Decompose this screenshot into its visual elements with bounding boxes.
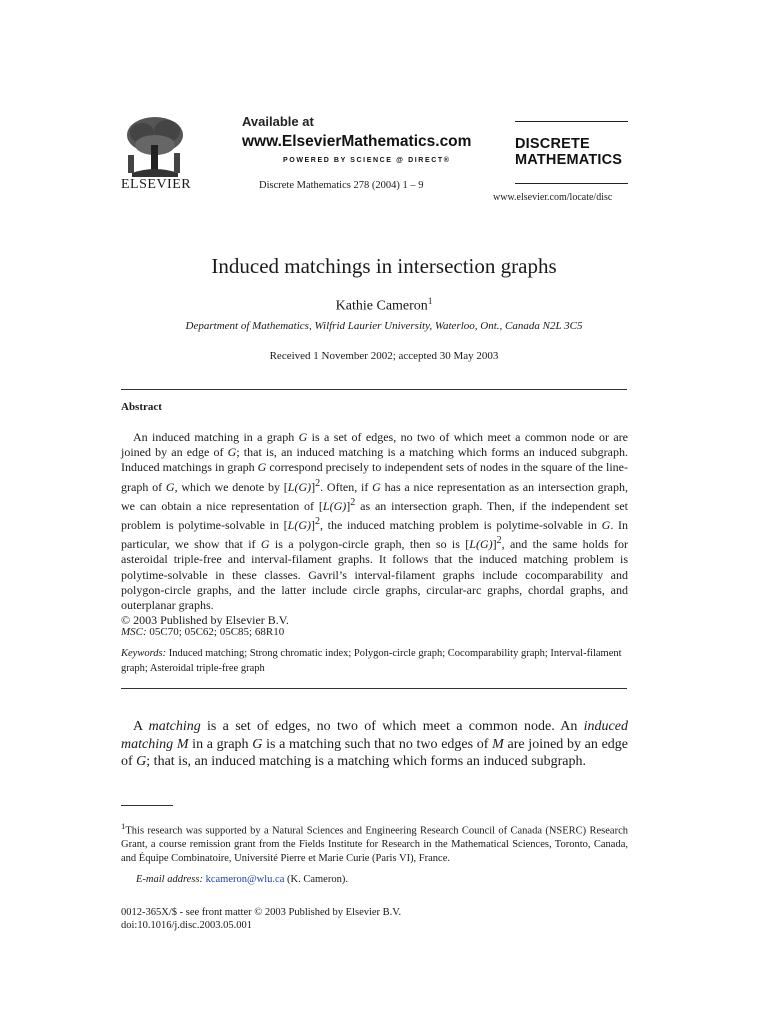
abstract-text: An induced matching in a graph G is a set of edges, no two of which meet a common node or are joined by an edge of G; that is, an induced matching is a matching which forms an induced subgraph. Induced matchings in graph G correspond precisely to independent sets of nodes in the square of the line-graph of G, which we denote by $[L(G)]^2$. Often, if G has a nice representation as an intersection graph, we can obtain a nice representation of $[L(G)]^2$ as an intersection graph. Then, if the independent set problem is polytime-solvable in $[L(G)]^2$, the induced matching problem is polytime-solvable in G. In particular, we show that if G is a polygon-circle graph, then so is $[L(G)]^2$, and the same holds for asteroidal triple-free and interval-filament graphs. It follows that the induced matching problem is polytime-solvable in these classes. Gavril’s interval-filament graphs include cocomparability and polygon-circle graphs, and the latter include circle graphs, circular-arc graphs, chordal graphs, and outerplanar graphs. © 2003 Published by Elsevier B.V. bbox=[121, 430, 629, 628]
affiliation: Department of Mathematics, Wilfrid Laurier University, Waterloo, Ont., Canada N2L 3C5 bbox=[185, 320, 583, 332]
journal-title-rule-bottom bbox=[515, 183, 628, 184]
author-name: Kathie Cameron bbox=[335, 298, 428, 314]
journal-title-line2: MATHEMATICS bbox=[515, 152, 623, 168]
available-at-label: Available at bbox=[242, 114, 314, 129]
footnote-rule bbox=[121, 805, 173, 806]
abstract-rule-top bbox=[121, 389, 627, 390]
powered-by-label: POWERED BY SCIENCE @ DIRECT® bbox=[283, 157, 451, 164]
msc-codes: MSC: 05C70; 05C62; 05C85; 68R10 bbox=[121, 626, 285, 638]
footnote-mark: 1 bbox=[121, 821, 126, 831]
abstract-heading: Abstract bbox=[121, 401, 162, 413]
journal-url-link[interactable]: www.elsevier.com/locate/disc bbox=[493, 192, 613, 203]
issn-line: 0012-365X/$ - see front matter © 2003 Published by Elsevier B.V. bbox=[121, 907, 402, 918]
keywords: Keywords: Induced matching; Strong chromatic index; Polygon-circle graph; Cocomparability graph; Interval-filament graph; Asteroidal triple-free graph bbox=[121, 648, 622, 674]
journal-title bbox=[515, 136, 622, 168]
footnote bbox=[121, 820, 628, 865]
email-link[interactable]: kcameron@wlu.ca bbox=[205, 874, 285, 885]
doi-line: doi:10.1016/j.disc.2003.05.001 bbox=[121, 920, 252, 931]
abstract-rule-bottom bbox=[121, 688, 627, 689]
footnote-text: This research was supported by a Natural Sciences and Engineering Research Council of Canada (NSERC) Research Grant, a course remission grant from the Fields Institute for Research in the Mathematical Sciences, Toronto, Canada, and Équipe Combinatoire, Université Pierre et Marie Curie (Paris VI), France. bbox=[121, 825, 628, 864]
abstract-copyright: © 2003 Published by Elsevier B.V. bbox=[121, 613, 289, 628]
journal-title-rule-top bbox=[515, 121, 628, 122]
paper-title: Induced matchings in intersection graphs bbox=[211, 254, 557, 278]
body-paragraph: A matching is a set of edges, no two of which meet a common node. An induced matching M in a graph G is a matching such that no two edges of M are joined by an edge of G; that is, an induced matching is a matching which forms an induced subgraph. bbox=[121, 719, 629, 770]
journal-reference: Discrete Mathematics 278 (2004) 1 – 9 bbox=[259, 180, 424, 191]
site-url-link[interactable]: www.ElsevierMathematics.com bbox=[242, 133, 472, 150]
email-line: E-mail address: kcameron@wlu.ca (K. Cameron). bbox=[136, 874, 348, 885]
author-footnote-mark: 1 bbox=[427, 296, 433, 306]
author-line bbox=[0, 296, 768, 315]
received-dates: Received 1 November 2002; accepted 30 May 2003 bbox=[269, 350, 499, 362]
journal-title-line1: DISCRETE bbox=[515, 136, 590, 152]
publisher-wordmark: ELSEVIER bbox=[121, 177, 192, 192]
